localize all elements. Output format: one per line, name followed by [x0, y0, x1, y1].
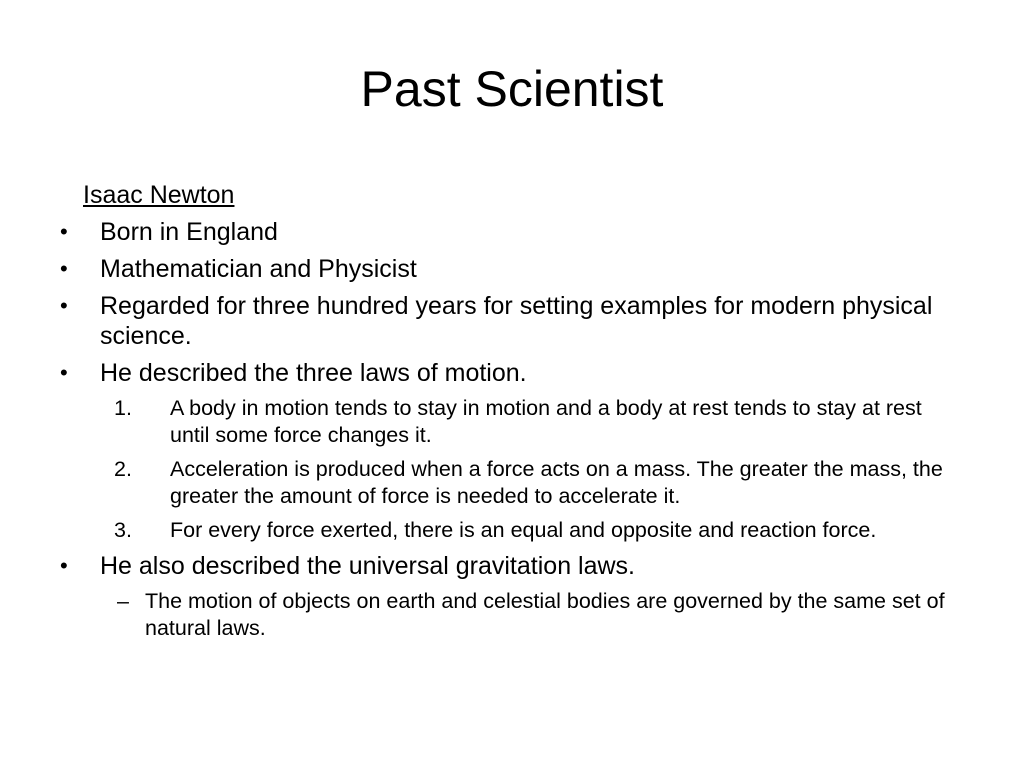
law-item	[56, 456, 966, 510]
bullet-text: Born in England	[100, 218, 278, 246]
bullet-item	[56, 254, 966, 284]
bullet-item	[56, 358, 966, 388]
dash-icon: –	[117, 589, 129, 613]
bullet-text: He described the three laws of motion.	[100, 359, 527, 387]
bullet-text: He also described the universal gravitation laws.	[100, 552, 635, 580]
slide-body	[56, 180, 966, 648]
bullet-text: Regarded for three hundred years for setting examples for modern physical science.	[100, 292, 933, 350]
bullet-icon: •	[60, 293, 68, 318]
law-text: For every force exerted, there is an equal and opposite and reaction force.	[170, 518, 877, 542]
sub-bullet-item	[56, 588, 966, 642]
subheading: Isaac Newton	[83, 181, 235, 209]
law-item	[56, 517, 966, 544]
bullet-item	[56, 551, 966, 581]
bullet-icon: •	[60, 219, 68, 244]
law-text: Acceleration is produced when a force acts on a mass. The greater the mass, the greater the amount of force is needed to accelerate it.	[170, 457, 943, 508]
sub-bullet-text: The motion of objects on earth and celestial bodies are governed by the same set of natural laws.	[145, 589, 945, 640]
bullet-item	[56, 291, 966, 351]
bullet-icon: •	[60, 360, 68, 385]
law-number: 3.	[114, 518, 132, 542]
bullet-text: Mathematician and Physicist	[100, 255, 417, 283]
law-number: 1.	[114, 396, 132, 420]
bullet-icon: •	[60, 553, 68, 578]
law-text: A body in motion tends to stay in motion and a body at rest tends to stay at rest until some force changes it.	[170, 396, 922, 447]
bullet-icon: •	[60, 256, 68, 281]
law-number: 2.	[114, 457, 132, 481]
law-item	[56, 395, 966, 449]
slide-title: Past Scientist	[360, 61, 664, 117]
bullet-item	[56, 217, 966, 247]
